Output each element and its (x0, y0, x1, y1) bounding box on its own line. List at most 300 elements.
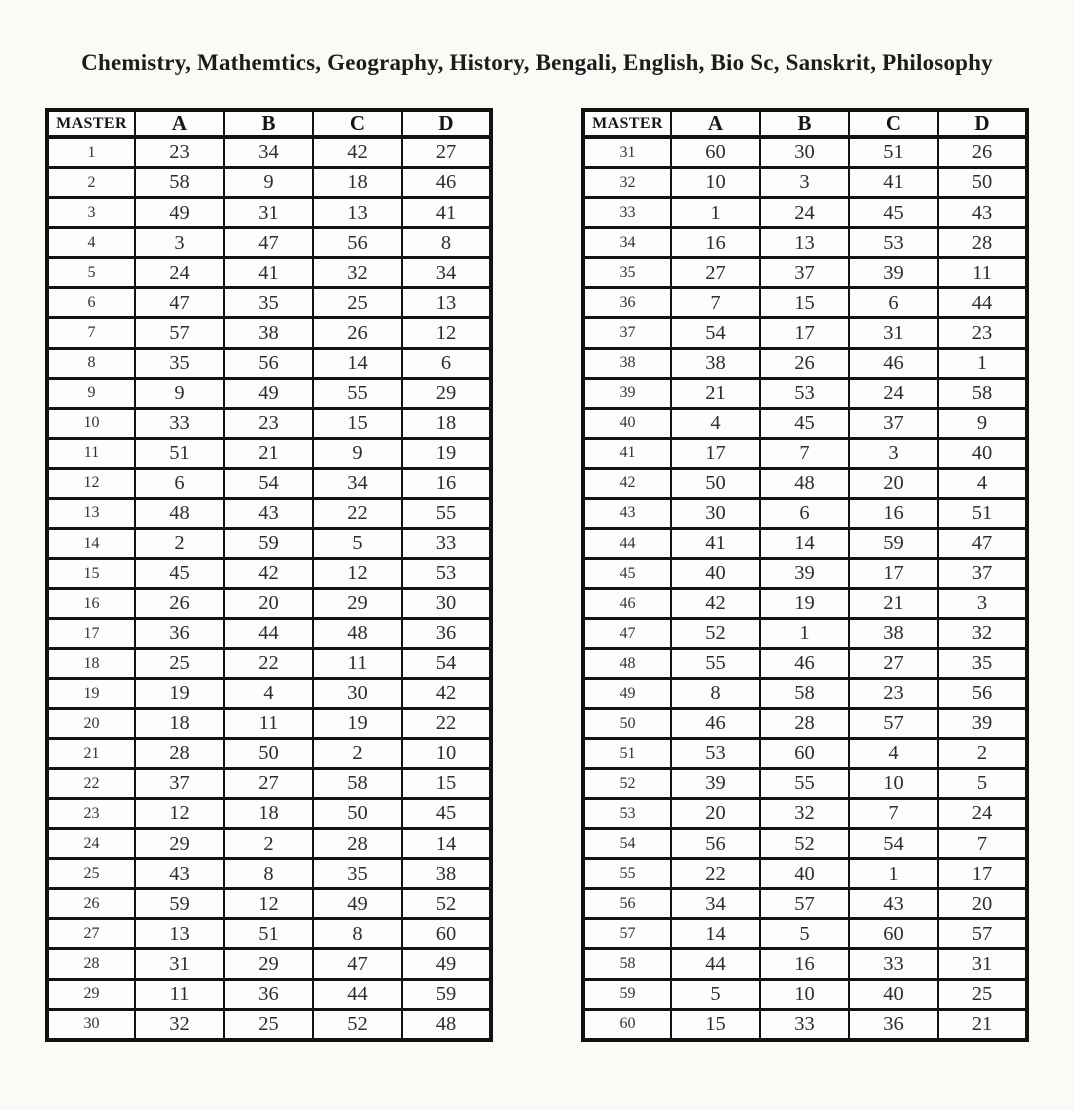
table-cell: 36 (224, 979, 313, 1009)
table-cell: 26 (938, 137, 1027, 168)
table-cell: 23 (849, 679, 938, 709)
table-cell: 20 (938, 889, 1027, 919)
table-cell: 43 (135, 859, 224, 889)
row-number: 45 (583, 558, 671, 588)
table-cell: 48 (402, 1009, 491, 1040)
table-cell: 35 (224, 288, 313, 318)
table-cell: 31 (224, 198, 313, 228)
table-cell: 19 (313, 709, 402, 739)
table-row (583, 408, 1027, 438)
table-cell: 1 (938, 348, 1027, 378)
table-row (583, 709, 1027, 739)
table-row (47, 859, 491, 889)
table-cell: 31 (135, 949, 224, 979)
row-number: 36 (583, 288, 671, 318)
master-table-right (581, 108, 1029, 1042)
table-cell: 5 (671, 979, 760, 1009)
table-cell: 47 (313, 949, 402, 979)
table-cell: 28 (938, 228, 1027, 258)
table-cell: 24 (938, 799, 1027, 829)
table-row (583, 829, 1027, 859)
table-cell: 1 (671, 198, 760, 228)
table-cell: 28 (760, 709, 849, 739)
row-number: 34 (583, 228, 671, 258)
table-cell: 34 (313, 468, 402, 498)
table-cell: 11 (313, 648, 402, 678)
table-row (47, 258, 491, 288)
table-cell: 56 (313, 228, 402, 258)
table-cell: 40 (938, 438, 1027, 468)
table-cell: 21 (938, 1009, 1027, 1040)
table-cell: 39 (760, 558, 849, 588)
table-cell: 2 (135, 528, 224, 558)
row-number: 10 (47, 408, 135, 438)
table-cell: 52 (402, 889, 491, 919)
row-number: 53 (583, 799, 671, 829)
row-number: 14 (47, 528, 135, 558)
table-cell: 48 (135, 498, 224, 528)
row-number: 49 (583, 679, 671, 709)
table-row (47, 438, 491, 468)
table-cell: 48 (313, 618, 402, 648)
table-row (47, 168, 491, 198)
table-row (47, 348, 491, 378)
table-row (583, 949, 1027, 979)
row-number: 57 (583, 919, 671, 949)
table-cell: 43 (224, 498, 313, 528)
table-cell: 30 (313, 679, 402, 709)
table-cell: 26 (760, 348, 849, 378)
table-cell: 58 (313, 769, 402, 799)
table-cell: 49 (402, 949, 491, 979)
row-number: 59 (583, 979, 671, 1009)
row-number: 24 (47, 829, 135, 859)
row-number: 3 (47, 198, 135, 228)
table-cell: 14 (402, 829, 491, 859)
row-number: 29 (47, 979, 135, 1009)
row-number: 52 (583, 769, 671, 799)
table-row (583, 228, 1027, 258)
table-cell: 14 (760, 528, 849, 558)
row-number: 35 (583, 258, 671, 288)
table-cell: 45 (849, 198, 938, 228)
table-row (583, 498, 1027, 528)
table-cell: 17 (849, 558, 938, 588)
row-number: 9 (47, 378, 135, 408)
row-number: 33 (583, 198, 671, 228)
table-row (47, 318, 491, 348)
table-cell: 19 (135, 679, 224, 709)
table-cell: 24 (760, 198, 849, 228)
table-cell: 25 (224, 1009, 313, 1040)
table-cell: 4 (671, 408, 760, 438)
table-cell: 38 (671, 348, 760, 378)
column-header-master: MASTER (583, 110, 671, 137)
row-number: 1 (47, 137, 135, 168)
tables-container (0, 108, 1074, 1042)
table-cell: 10 (671, 168, 760, 198)
table-cell: 5 (313, 528, 402, 558)
table-cell: 59 (135, 889, 224, 919)
table-cell: 57 (135, 318, 224, 348)
table-cell: 15 (760, 288, 849, 318)
table-cell: 4 (849, 739, 938, 769)
table-row (583, 648, 1027, 678)
table-row (47, 468, 491, 498)
table-cell: 13 (135, 919, 224, 949)
table-cell: 16 (671, 228, 760, 258)
table-cell: 36 (135, 618, 224, 648)
table-cell: 56 (671, 829, 760, 859)
row-number: 7 (47, 318, 135, 348)
table-cell: 33 (760, 1009, 849, 1040)
column-header-d: D (402, 110, 491, 137)
table-cell: 40 (760, 859, 849, 889)
row-number: 12 (47, 468, 135, 498)
table-row (47, 378, 491, 408)
table-row (47, 558, 491, 588)
table-cell: 17 (760, 318, 849, 348)
table-row (583, 528, 1027, 558)
table-row (583, 558, 1027, 588)
table-cell: 34 (671, 889, 760, 919)
table-cell: 13 (402, 288, 491, 318)
row-number: 56 (583, 889, 671, 919)
row-number: 37 (583, 318, 671, 348)
table-row (47, 137, 491, 168)
table-row (583, 679, 1027, 709)
table-cell: 7 (760, 438, 849, 468)
table-cell: 1 (849, 859, 938, 889)
table-cell: 38 (849, 618, 938, 648)
table-cell: 58 (938, 378, 1027, 408)
table-row (47, 799, 491, 829)
table-cell: 18 (135, 709, 224, 739)
table-cell: 22 (671, 859, 760, 889)
table-cell: 28 (313, 829, 402, 859)
table-cell: 49 (224, 378, 313, 408)
table-cell: 15 (671, 1009, 760, 1040)
table-cell: 8 (402, 228, 491, 258)
table-cell: 38 (402, 859, 491, 889)
column-header-a: A (671, 110, 760, 137)
table-cell: 12 (224, 889, 313, 919)
row-number: 28 (47, 949, 135, 979)
table-cell: 14 (313, 348, 402, 378)
table-cell: 33 (402, 528, 491, 558)
table-cell: 52 (313, 1009, 402, 1040)
table-cell: 22 (313, 498, 402, 528)
table-cell: 22 (224, 648, 313, 678)
table-cell: 50 (313, 799, 402, 829)
table-row (47, 648, 491, 678)
table-row (47, 769, 491, 799)
table-cell: 16 (402, 468, 491, 498)
header-row (47, 110, 491, 137)
table-cell: 41 (402, 198, 491, 228)
table-row (47, 198, 491, 228)
table-cell: 10 (849, 769, 938, 799)
table-cell: 26 (313, 318, 402, 348)
table-row (47, 288, 491, 318)
table-cell: 13 (313, 198, 402, 228)
table-cell: 41 (224, 258, 313, 288)
column-header-c: C (313, 110, 402, 137)
table-row (583, 318, 1027, 348)
table-cell: 24 (135, 258, 224, 288)
table-cell: 2 (313, 739, 402, 769)
table-cell: 6 (135, 468, 224, 498)
table-cell: 38 (224, 318, 313, 348)
table-cell: 37 (135, 769, 224, 799)
table-cell: 22 (402, 709, 491, 739)
table-cell: 33 (135, 408, 224, 438)
table-cell: 55 (671, 648, 760, 678)
row-number: 55 (583, 859, 671, 889)
row-number: 40 (583, 408, 671, 438)
table-cell: 32 (135, 1009, 224, 1040)
column-header-a: A (135, 110, 224, 137)
table-cell: 57 (849, 709, 938, 739)
row-number: 58 (583, 949, 671, 979)
row-number: 20 (47, 709, 135, 739)
row-number: 39 (583, 378, 671, 408)
table-cell: 57 (938, 919, 1027, 949)
row-number: 38 (583, 348, 671, 378)
table-cell: 15 (402, 769, 491, 799)
table-cell: 11 (938, 258, 1027, 288)
table-cell: 29 (402, 378, 491, 408)
table-cell: 42 (402, 679, 491, 709)
table-row (47, 588, 491, 618)
table-cell: 37 (849, 408, 938, 438)
table-cell: 46 (671, 709, 760, 739)
table-cell: 25 (135, 648, 224, 678)
table-cell: 57 (760, 889, 849, 919)
table-cell: 47 (135, 288, 224, 318)
row-number: 23 (47, 799, 135, 829)
table-cell: 44 (938, 288, 1027, 318)
table-cell: 29 (224, 949, 313, 979)
table-cell: 33 (849, 949, 938, 979)
table-row (583, 198, 1027, 228)
table-cell: 54 (224, 468, 313, 498)
row-number: 15 (47, 558, 135, 588)
table-cell: 52 (760, 829, 849, 859)
table-cell: 6 (849, 288, 938, 318)
table-row (583, 137, 1027, 168)
table-cell: 54 (671, 318, 760, 348)
table-cell: 49 (313, 889, 402, 919)
table-cell: 52 (671, 618, 760, 648)
table-row (47, 618, 491, 648)
table-cell: 34 (402, 258, 491, 288)
table-cell: 41 (849, 168, 938, 198)
table-cell: 20 (671, 799, 760, 829)
table-cell: 7 (938, 829, 1027, 859)
row-number: 30 (47, 1009, 135, 1040)
table-cell: 15 (313, 408, 402, 438)
table-cell: 55 (402, 498, 491, 528)
table-cell: 34 (224, 137, 313, 168)
table-cell: 55 (313, 378, 402, 408)
row-number: 48 (583, 648, 671, 678)
table-cell: 35 (313, 859, 402, 889)
table-cell: 60 (849, 919, 938, 949)
table-cell: 4 (938, 468, 1027, 498)
table-row (583, 618, 1027, 648)
table-cell: 43 (938, 198, 1027, 228)
table-cell: 17 (938, 859, 1027, 889)
table-row (47, 709, 491, 739)
table-row (47, 739, 491, 769)
table-row (583, 1009, 1027, 1040)
table-cell: 29 (135, 829, 224, 859)
row-number: 41 (583, 438, 671, 468)
row-number: 42 (583, 468, 671, 498)
table-cell: 9 (938, 408, 1027, 438)
table-cell: 20 (224, 588, 313, 618)
table-row (583, 889, 1027, 919)
row-number: 19 (47, 679, 135, 709)
table-cell: 9 (224, 168, 313, 198)
table-row (583, 799, 1027, 829)
row-number: 4 (47, 228, 135, 258)
table-cell: 50 (671, 468, 760, 498)
table-cell: 48 (760, 468, 849, 498)
column-header-d: D (938, 110, 1027, 137)
table-cell: 60 (402, 919, 491, 949)
table-cell: 28 (135, 739, 224, 769)
table-row (583, 258, 1027, 288)
table-row (583, 588, 1027, 618)
row-number: 17 (47, 618, 135, 648)
table-cell: 54 (402, 648, 491, 678)
table-cell: 27 (849, 648, 938, 678)
table-cell: 12 (135, 799, 224, 829)
table-cell: 19 (760, 588, 849, 618)
table-cell: 44 (671, 949, 760, 979)
row-number: 16 (47, 588, 135, 618)
column-header-master: MASTER (47, 110, 135, 137)
table-row (583, 979, 1027, 1009)
table-cell: 31 (938, 949, 1027, 979)
table-cell: 42 (224, 558, 313, 588)
table-cell: 2 (938, 739, 1027, 769)
table-row (47, 889, 491, 919)
row-number: 6 (47, 288, 135, 318)
table-cell: 12 (402, 318, 491, 348)
table-cell: 37 (938, 558, 1027, 588)
table-cell: 27 (224, 769, 313, 799)
table-cell: 36 (849, 1009, 938, 1040)
table-cell: 50 (224, 739, 313, 769)
table-cell: 31 (849, 318, 938, 348)
page-title: Chemistry, Mathemtics, Geography, History, Bengali, English, Bio Sc, Sanskrit, Philosophy (81, 50, 993, 75)
row-number: 32 (583, 168, 671, 198)
column-header-c: C (849, 110, 938, 137)
table-cell: 41 (671, 528, 760, 558)
table-cell: 45 (135, 558, 224, 588)
row-number: 50 (583, 709, 671, 739)
table-cell: 47 (938, 528, 1027, 558)
table-cell: 5 (760, 919, 849, 949)
table-cell: 12 (313, 558, 402, 588)
table-row (583, 378, 1027, 408)
table-cell: 46 (849, 348, 938, 378)
table-cell: 60 (671, 137, 760, 168)
table-cell: 53 (671, 739, 760, 769)
table-cell: 3 (760, 168, 849, 198)
table-cell: 44 (224, 618, 313, 648)
table-cell: 56 (938, 679, 1027, 709)
table-cell: 13 (760, 228, 849, 258)
table-cell: 16 (760, 949, 849, 979)
row-number: 46 (583, 588, 671, 618)
row-number: 47 (583, 618, 671, 648)
table-cell: 30 (671, 498, 760, 528)
table-cell: 26 (135, 588, 224, 618)
table-row (583, 769, 1027, 799)
table-cell: 6 (402, 348, 491, 378)
table-cell: 30 (402, 588, 491, 618)
table-cell: 7 (849, 799, 938, 829)
table-row (47, 949, 491, 979)
table-cell: 8 (313, 919, 402, 949)
table-cell: 54 (849, 829, 938, 859)
table-row (583, 348, 1027, 378)
table-cell: 9 (313, 438, 402, 468)
table-cell: 23 (224, 408, 313, 438)
table-cell: 3 (938, 588, 1027, 618)
table-cell: 8 (224, 859, 313, 889)
row-number: 60 (583, 1009, 671, 1040)
table-cell: 17 (671, 438, 760, 468)
table-cell: 43 (849, 889, 938, 919)
table-cell: 2 (224, 829, 313, 859)
row-number: 27 (47, 919, 135, 949)
table-row (583, 438, 1027, 468)
table-cell: 21 (849, 588, 938, 618)
table-cell: 3 (135, 228, 224, 258)
table-row (47, 498, 491, 528)
table-cell: 53 (402, 558, 491, 588)
table-cell: 19 (402, 438, 491, 468)
table-cell: 21 (224, 438, 313, 468)
table-cell: 51 (224, 919, 313, 949)
table-cell: 60 (760, 739, 849, 769)
table-cell: 51 (135, 438, 224, 468)
table-cell: 10 (402, 739, 491, 769)
table-cell: 4 (224, 679, 313, 709)
table-cell: 45 (402, 799, 491, 829)
table-cell: 39 (671, 769, 760, 799)
table-cell: 1 (760, 618, 849, 648)
column-header-b: B (760, 110, 849, 137)
table-cell: 18 (313, 168, 402, 198)
table-row (47, 228, 491, 258)
table-row (47, 1009, 491, 1040)
table-row (47, 408, 491, 438)
row-number: 5 (47, 258, 135, 288)
table-cell: 35 (135, 348, 224, 378)
table-cell: 36 (402, 618, 491, 648)
table-cell: 23 (135, 137, 224, 168)
master-table-left (45, 108, 493, 1042)
table-cell: 55 (760, 769, 849, 799)
table-cell: 10 (760, 979, 849, 1009)
table-cell: 44 (313, 979, 402, 1009)
